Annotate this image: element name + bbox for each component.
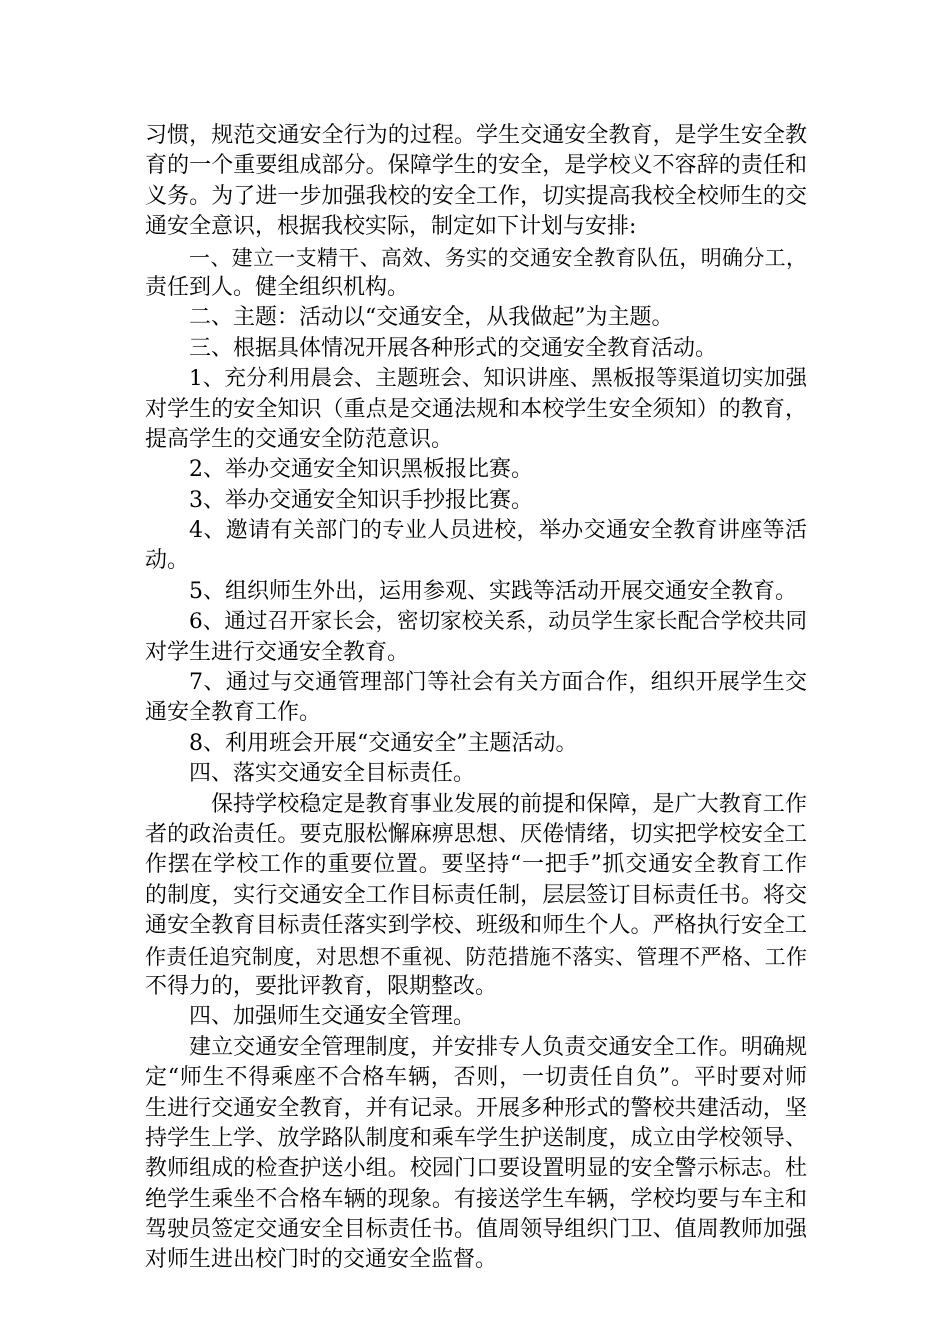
text-line: 通安全意识，根据我校实际，制定如下计划与安排:: [145, 214, 637, 240]
list-item-8: 8、利用班会开展“交通安全”主题活动。: [189, 730, 578, 756]
text-line: 育的一个重要组成部分。保障学生的安全，是学校义不容辞的责任和: [145, 153, 807, 179]
section-heading-2: 二、主题：活动以“交通安全，从我做起”为主题。: [189, 305, 674, 331]
text-line: 绝学生乘坐不合格车辆的现象。有接送学生车辆，学校均要与车主和: [145, 1186, 807, 1212]
text-line: 作责任追究制度，对思想不重视、防范措施不落实、管理不严格、工作: [145, 944, 807, 969]
list-item-2: 2、举办交通安全知识黑板报比赛。: [189, 457, 533, 483]
list-item-7: 7、通过与交通管理部门等社会有关方面合作，组织开展学生交: [189, 670, 807, 696]
text-line: 不得力的，要批评教育，限期整改。: [145, 973, 498, 999]
text-line: 责任到人。健全组织机构。: [145, 274, 410, 300]
section-heading-3: 三、根据具体情况开展各种形式的交通安全教育活动。: [189, 335, 718, 361]
list-item-3: 3、举办交通安全知识手抄报比赛。: [189, 487, 533, 513]
section-heading-4b: 四、加强师生交通安全管理。: [189, 1004, 476, 1030]
section-heading-4a: 四、落实交通安全目标责任。: [189, 761, 476, 787]
text-line: 者的政治责任。要克服松懈麻痹思想、厌倦情绪，切实把学校安全工: [145, 821, 807, 847]
list-item-6: 6、通过召开家长会，密切家校关系，动员学生家长配合学校共同: [189, 609, 807, 635]
list-item-5: 5、组织师生外出，运用参观、实践等活动开展交通安全教育。: [189, 578, 797, 604]
text-line: 教师组成的检查护送小组。校园门口要设置明显的安全警示标志。杜: [145, 1156, 807, 1182]
text-line: 动。: [145, 548, 190, 574]
paragraph-start: 保持学校稳定是教育事业发展的前提和保障，是广大教育工作: [211, 791, 807, 817]
text-line: 义务。为了进一步加强我校的安全工作，切实提高我校全校师生的交: [145, 183, 807, 209]
text-line: 定“师生不得乘座不合格车辆，否则，一切责任自负”。平时要对师: [145, 1065, 807, 1091]
list-item-4: 4、邀请有关部门的专业人员进校，举办交通安全教育讲座等活: [189, 518, 807, 544]
list-item-1: 1、充分利用晨会、主题班会、知识讲座、黑板报等渠道切实加强: [189, 366, 807, 392]
text-line: 提高学生的交通安全防范意识。: [145, 426, 454, 452]
text-line: 对学生进行交通安全教育。: [145, 639, 410, 665]
text-line: 持学生上学、放学路队制度和乘车学生护送制度，成立由学校领导、: [145, 1125, 807, 1151]
document-body: [145, 121, 807, 1276]
text-line: 作摆在学校工作的重要位置。要坚持“一把手”抓交通安全教育工作: [145, 852, 807, 878]
text-line: 生进行交通安全教育，并有记录。开展多种形式的警校共建活动，坚: [145, 1095, 807, 1121]
text-line: 通安全教育工作。: [145, 700, 322, 726]
text-line: 的制度，实行交通安全工作目标责任制，层层签订目标责任书。将交: [145, 882, 807, 908]
text-line: 通安全教育目标责任落实到学校、班级和师生个人。严格执行安全工: [145, 913, 807, 939]
text-line: 对学生的安全知识（重点是交通法规和本校学生安全须知）的教育，: [145, 396, 807, 422]
paragraph-start: 建立交通安全管理制度，并安排专人负责交通安全工作。明确规: [189, 1034, 807, 1060]
text-line: 驾驶员签定交通安全目标责任书。值周领导组织门卫、值周教师加强: [145, 1217, 807, 1243]
text-line: 习惯，规范交通安全行为的过程。学生交通安全教育，是学生安全教: [145, 123, 807, 148]
text-line: 对师生进出校门时的交通安全监督。: [145, 1247, 498, 1273]
section-heading-1: 一、建立一支精干、高效、务实的交通安全教育队伍，明确分工，: [189, 245, 807, 270]
